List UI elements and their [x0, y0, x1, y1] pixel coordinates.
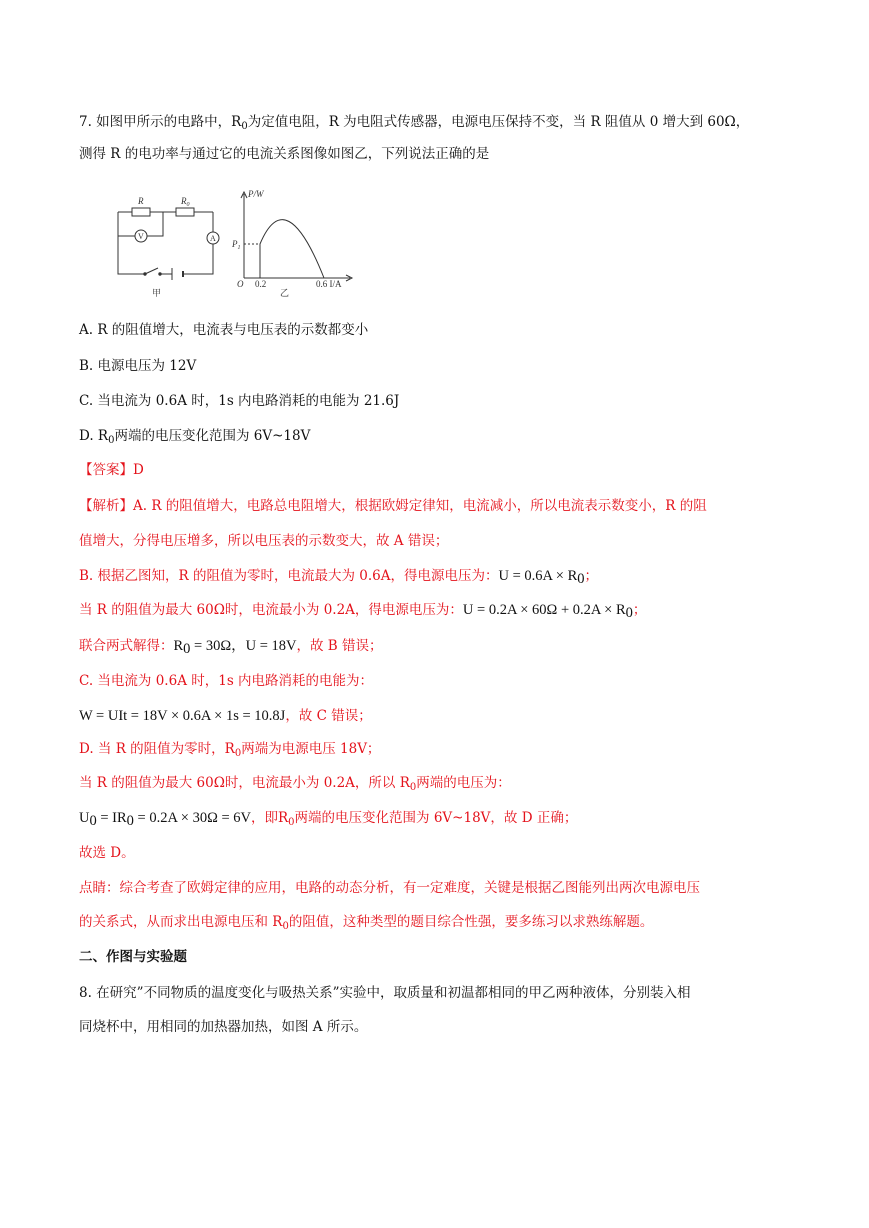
power-curve: [260, 220, 324, 278]
q7-figure-svg: [110, 186, 360, 301]
q7-option-a: A. R 的阻值增大，电流表与电压表的示数都变小: [79, 322, 369, 338]
q7-option-d: D. $R_0$两端的电压变化范围为 6V~18V: [79, 428, 311, 446]
analysis-line-1: 【解析】A. R 的阻值增大，电路总电阻增大，根据欧姆定律知，电流减小，所以电流表示数变小，R 的阻: [79, 498, 707, 514]
q7-option-c: C. 当电流为 0.6A 时，1s 内电路消耗的电能为 21.6J: [79, 393, 400, 409]
q7-figure: [110, 186, 360, 305]
analysis-line-8: D. 当 R 的阻值为零时，$R_0$两端为电源电压 18V；: [79, 741, 381, 759]
analysis-line-10: U0 = IR0 = 0.2A × 30Ω = 6V，即$R_0$两端的电压变化范围为 6V~18V，故 D 正确；: [79, 810, 578, 829]
graph-x-tick-0.6: 0.6 I/A: [316, 279, 342, 289]
graph-x-tick-0.2: 0.2: [255, 279, 267, 289]
graph-p1: $P_1$: [232, 239, 241, 251]
ammeter-label: A: [210, 234, 216, 243]
power-current-graph: [241, 192, 352, 281]
q8-stem-line2: 同烧杯中，用相同的加热器加热，如图 A 所示。: [79, 1019, 368, 1035]
answer-line: [79, 460, 144, 480]
graph-ylabel: P/W: [248, 189, 264, 199]
analysis-line-11: 故选 D。: [79, 845, 135, 861]
circuit-label-R: R: [138, 196, 144, 206]
analysis-line-9: 当 R 的阻值为最大 60Ω时，电流最小为 0.2A，所以 $R_0$两端的电压为：: [79, 775, 511, 793]
analysis-line-3: B. 根据乙图知，R 的阻值为零时，电流最大为 0.6A，得电源电压为：U = 0.6A × R0；: [79, 568, 599, 587]
analysis-line-13: 的关系式，从而求出电源电压和 $R_0$的阻值，这种类型的题目综合性强，要多练习以求熟练解题。: [79, 914, 654, 932]
section-title: 二、作图与实验题: [79, 949, 187, 965]
analysis-line-5: 联合两式解得：R0 = 30Ω，U = 18V，故 B 错误；: [79, 638, 383, 657]
resistor-R: [132, 208, 150, 216]
graph-origin: O: [237, 279, 244, 289]
analysis-line-2: 值增大，分得电压增多，所以电压表的示数变大，故 A 错误；: [79, 533, 449, 549]
graph-caption: 乙: [280, 289, 290, 299]
circuit-caption: 甲: [152, 289, 162, 299]
voltmeter-label: V: [138, 232, 144, 241]
q7-option-b: B. 电源电压为 12V: [79, 358, 197, 374]
answer-label: 【答案】: [79, 462, 133, 478]
q7-stem-line1: 7. 如图甲所示的电路中，$R_0$为定值电阻，R 为电阻式传感器，电源电压保持不变，当 R 阻值从 0 增大到 60Ω，: [79, 114, 750, 132]
analysis-line-7: W = UIt = 18V × 0.6A × 1s = 10.8J，故 C 错误；: [79, 708, 372, 724]
answer-value: D: [133, 462, 144, 478]
switch-icon: [145, 268, 158, 274]
resistor-R0: [176, 208, 194, 216]
analysis-line-12: 点睛：综合考查了欧姆定律的应用，电路的动态分析，有一定难度，关键是根据乙图能列出两次电源电压: [79, 880, 700, 896]
analysis-line-6: C. 当电流为 0.6A 时，1s 内电路消耗的电能为：: [79, 673, 374, 689]
circuit-diagram: [118, 208, 219, 280]
q7-stem-line2: 测得 R 的电功率与通过它的电流关系图像如图乙，下列说法正确的是: [79, 146, 490, 162]
analysis-line-4: 当 R 的阻值为最大 60Ω时，电流最小为 0.2A，得电源电压为：U = 0.2A × 60Ω + 0.2A × R0；: [79, 602, 647, 621]
circuit-label-R0: $R_0$: [181, 196, 190, 208]
q8-stem-line1: 8. 在研究”不同物质的温度变化与吸热关系”实验中，取质量和初温都相同的甲乙两种液体，分别装入相: [79, 985, 691, 1001]
